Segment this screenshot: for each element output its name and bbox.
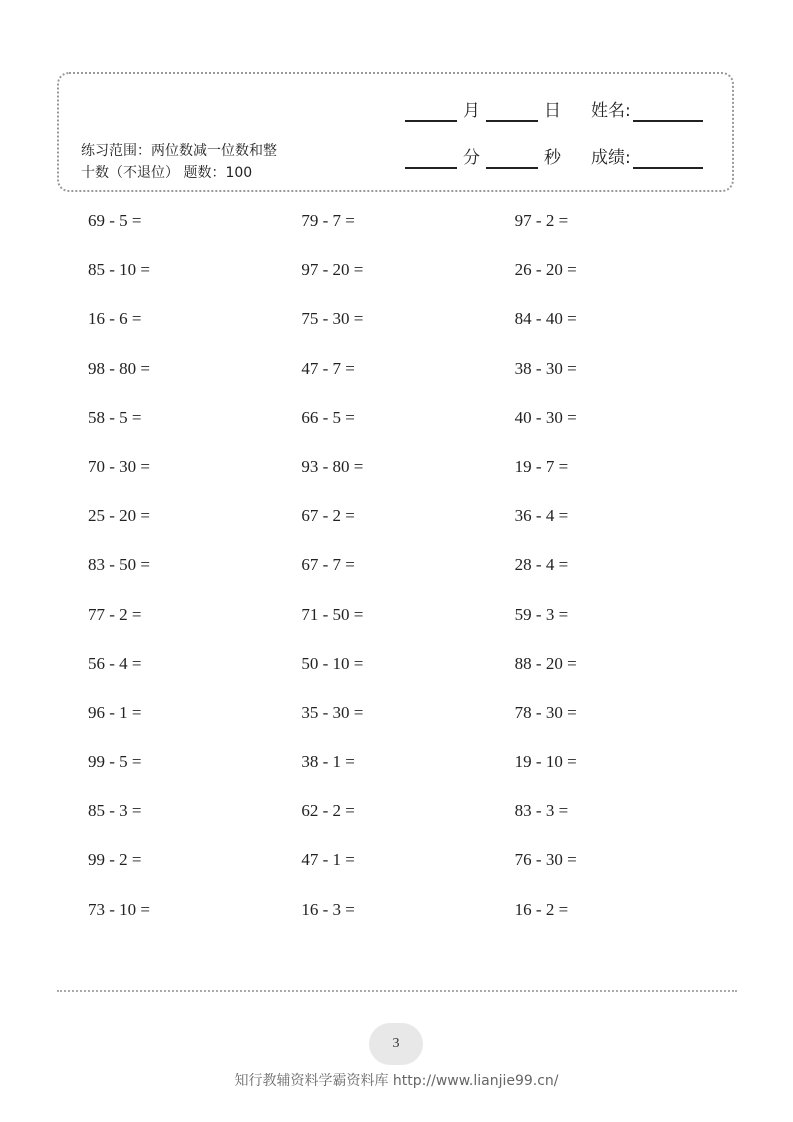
problem-item: 77 - 2 = [88,604,142,624]
problem-item: 84 - 40 = [514,309,577,329]
problem-row [88,652,728,701]
problem-item: 19 - 7 = [514,456,569,476]
problem-item: 59 - 3 = [514,604,569,624]
minute-blank[interactable] [405,147,457,169]
problem-item: 83 - 50 = [88,555,150,575]
time-score-row [405,147,703,169]
problem-row [88,504,728,553]
problem-row [88,848,728,897]
problem-item: 76 - 30 = [514,850,577,870]
problem-item: 56 - 4 = [88,653,142,673]
problem-item: 16 - 6 = [88,309,142,329]
problem-row [88,406,728,455]
problem-item: 99 - 5 = [88,752,142,772]
problem-item: 73 - 10 = [88,899,150,919]
problem-item: 47 - 1 = [301,850,355,870]
second-blank[interactable] [486,147,538,169]
problem-item: 85 - 10 = [88,260,150,280]
practice-range-line2: 十数（不退位） 题数：100 [81,165,253,181]
problem-item: 98 - 80 = [88,358,150,378]
problem-item: 19 - 10 = [514,752,577,772]
day-blank[interactable] [486,100,538,122]
problem-item: 66 - 5 = [301,407,355,427]
problem-item: 75 - 30 = [301,309,364,329]
problem-row [88,209,728,258]
month-blank[interactable] [405,100,457,122]
problem-item: 47 - 7 = [301,358,355,378]
problem-item: 78 - 30 = [514,702,577,722]
problem-item: 28 - 4 = [514,555,569,575]
problem-item: 67 - 7 = [301,555,355,575]
problem-row [88,357,728,406]
problem-item: 35 - 30 = [301,702,364,722]
second-label: 秒 [544,148,561,168]
problem-item: 70 - 30 = [88,456,150,476]
problem-item: 38 - 30 = [514,358,577,378]
problem-item: 97 - 20 = [301,260,364,280]
problem-item: 93 - 80 = [301,456,364,476]
date-name-row [405,100,703,122]
problem-item: 16 - 2 = [514,899,569,919]
practice-range [81,140,321,184]
footer-divider [57,990,737,992]
problem-item: 67 - 2 = [301,506,355,526]
problem-item: 26 - 20 = [514,260,577,280]
problem-item: 36 - 4 = [514,506,569,526]
footer-source: 知行教辅资料学霸资料库 http://www.lianjie99.cn/ [234,1073,559,1089]
problem-row [88,307,728,356]
score-label: 成绩: [591,148,631,168]
worksheet-header [57,72,734,192]
problem-item: 88 - 20 = [514,653,577,673]
problem-item: 85 - 3 = [88,801,142,821]
problem-item: 71 - 50 = [301,604,364,624]
problem-row [88,258,728,307]
problem-item: 96 - 1 = [88,702,142,722]
problem-row [88,750,728,799]
problem-row [88,701,728,750]
problem-item: 83 - 3 = [514,801,569,821]
problem-item: 50 - 10 = [301,653,364,673]
problem-item: 40 - 30 = [514,407,577,427]
problem-row [88,799,728,848]
score-blank[interactable] [633,147,703,169]
problem-item: 69 - 5 = [88,211,142,230]
problem-item: 79 - 7 = [301,211,355,230]
problem-row [88,455,728,504]
problem-row [88,898,728,947]
problem-item: 25 - 20 = [88,506,150,526]
practice-range-line1: 练习范围：两位数减一位数和整 [81,143,277,159]
name-blank[interactable] [633,100,703,122]
problem-row [88,603,728,652]
page-number: 3 [369,1023,423,1065]
minute-label: 分 [463,148,480,168]
problem-item: 97 - 2 = [514,211,569,230]
problem-item: 62 - 2 = [301,801,355,821]
problem-item: 38 - 1 = [301,752,355,772]
problem-grid [88,209,728,947]
name-label: 姓名: [591,101,631,121]
problem-item: 99 - 2 = [88,850,142,870]
problem-item: 16 - 3 = [301,899,355,919]
month-label: 月 [463,101,480,121]
problem-item: 58 - 5 = [88,407,142,427]
day-label: 日 [544,101,561,121]
problem-row [88,553,728,602]
